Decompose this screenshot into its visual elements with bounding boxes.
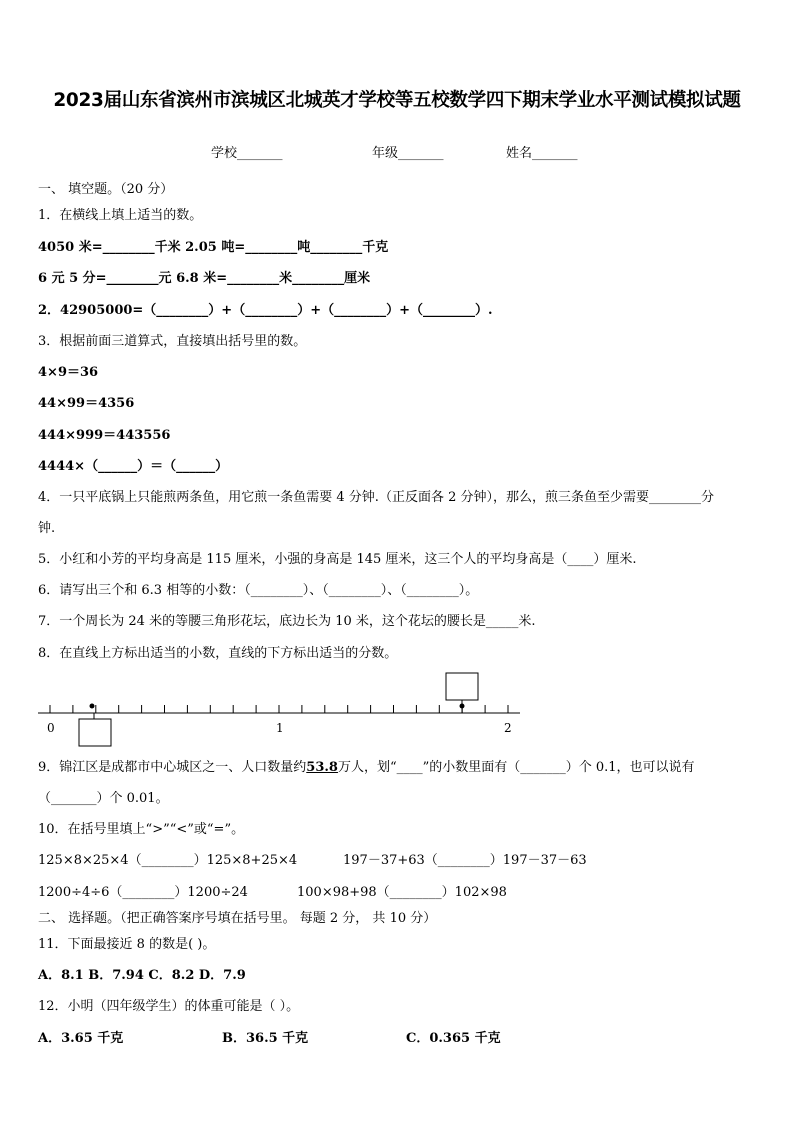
q10-row1a: 125×8×25×4（________）125×8+25×4 [38, 853, 298, 868]
q12-option-c: C．0.365 千克 [406, 1031, 501, 1046]
q11-options: A．8.1 B．7.94 C．8.2 D．7.9 [38, 968, 246, 983]
lower-point-marker [90, 704, 95, 709]
q10-row2b: 100×98+98（________）102×98 [297, 885, 507, 900]
q9-highlight: 53.8 [306, 760, 338, 775]
q10-row1b: 197－37+63（________）197－37－63 [343, 853, 587, 868]
tick-label-1: 1 [276, 721, 284, 735]
q6: 6．请写出三个和 6.3 相等的小数：（________）、（________）、（________）。 [38, 583, 479, 598]
q9-part2: 万人，划“____”的小数里面有（_______）个 0.1，也可以说有 [337, 760, 695, 775]
tick-label-0: 0 [47, 721, 55, 735]
q10-stem: 10．在括号里填上“>”“<”或“=”。 [38, 822, 245, 837]
upper-answer-box[interactable] [446, 673, 478, 700]
q3-eq4: 4444×（______）＝（______） [38, 459, 229, 474]
number-line-ticks [50, 705, 508, 713]
lower-answer-box[interactable] [79, 719, 111, 746]
q9-line1 [38, 760, 695, 776]
q1-line1: 4050 米=________千米 2.05 吨=________吨________千克 [38, 240, 389, 255]
q12-stem: 12．小明（四年级学生）的体重可能是（ ）。 [38, 999, 300, 1014]
upper-point-marker [460, 704, 465, 709]
q9-part1: 9．锦江区是成都市中心城区之一、人口数量约 [38, 760, 307, 775]
section2-heading: 二、 选择题。（把正确答案序号填在括号里。 每题 2 分， 共 10 分） [38, 911, 437, 926]
q2: 2．42905000=（________）+（________）+（________）+（________）. [38, 303, 493, 318]
q12-option-a: A．3.65 千克 [38, 1031, 124, 1046]
section1-heading: 一、 填空题。（20 分） [38, 182, 174, 197]
tick-label-2: 2 [504, 721, 512, 735]
q8: 8．在直线上方标出适当的小数，直线的下方标出适当的分数。 [38, 646, 398, 661]
q11-stem: 11．下面最接近 8 的数是( )。 [38, 937, 216, 952]
q10-row2a: 1200÷4÷6（________）1200÷24 [38, 885, 248, 900]
q4-line1: 4．一只平底锅上只能煎两条鱼，用它煎一条鱼需要 4 分钟.（正反面各 2 分钟），那么，煎三条鱼至少需要________分 [38, 490, 714, 505]
grade-field[interactable]: 年级_______ [372, 146, 444, 161]
q1-stem: 1．在横线上填上适当的数。 [38, 208, 203, 223]
q4-line2: 钟. [38, 521, 56, 536]
q5: 5．小红和小芳的平均身高是 115 厘米，小强的身高是 145 厘米，这三个人的平均身高是（____）厘米. [38, 552, 637, 567]
q12-option-b: B．36.5 千克 [222, 1031, 309, 1046]
q3-stem: 3．根据前面三道算式，直接填出括号里的数。 [38, 334, 307, 349]
q3-eq3: 444×999＝443556 [38, 428, 171, 443]
q7: 7．一个周长为 24 米的等腰三角形花坛，底边长为 10 米，这个花坛的腰长是_____米. [38, 614, 536, 629]
q1-line2: 6 元 5 分=________元 6.8 米=________米________厘米 [38, 271, 371, 286]
page-title: 2023届山东省滨州市滨城区北城英才学校等五校数学四下期末学业水平测试模拟试题 [53, 90, 741, 111]
q9-line2: （_______）个 0.01。 [38, 791, 169, 806]
name-field[interactable]: 姓名_______ [506, 146, 578, 161]
school-field[interactable]: 学校_______ [211, 146, 283, 161]
q3-eq2: 44×99＝4356 [38, 396, 135, 411]
q3-eq1: 4×9＝36 [38, 365, 99, 380]
